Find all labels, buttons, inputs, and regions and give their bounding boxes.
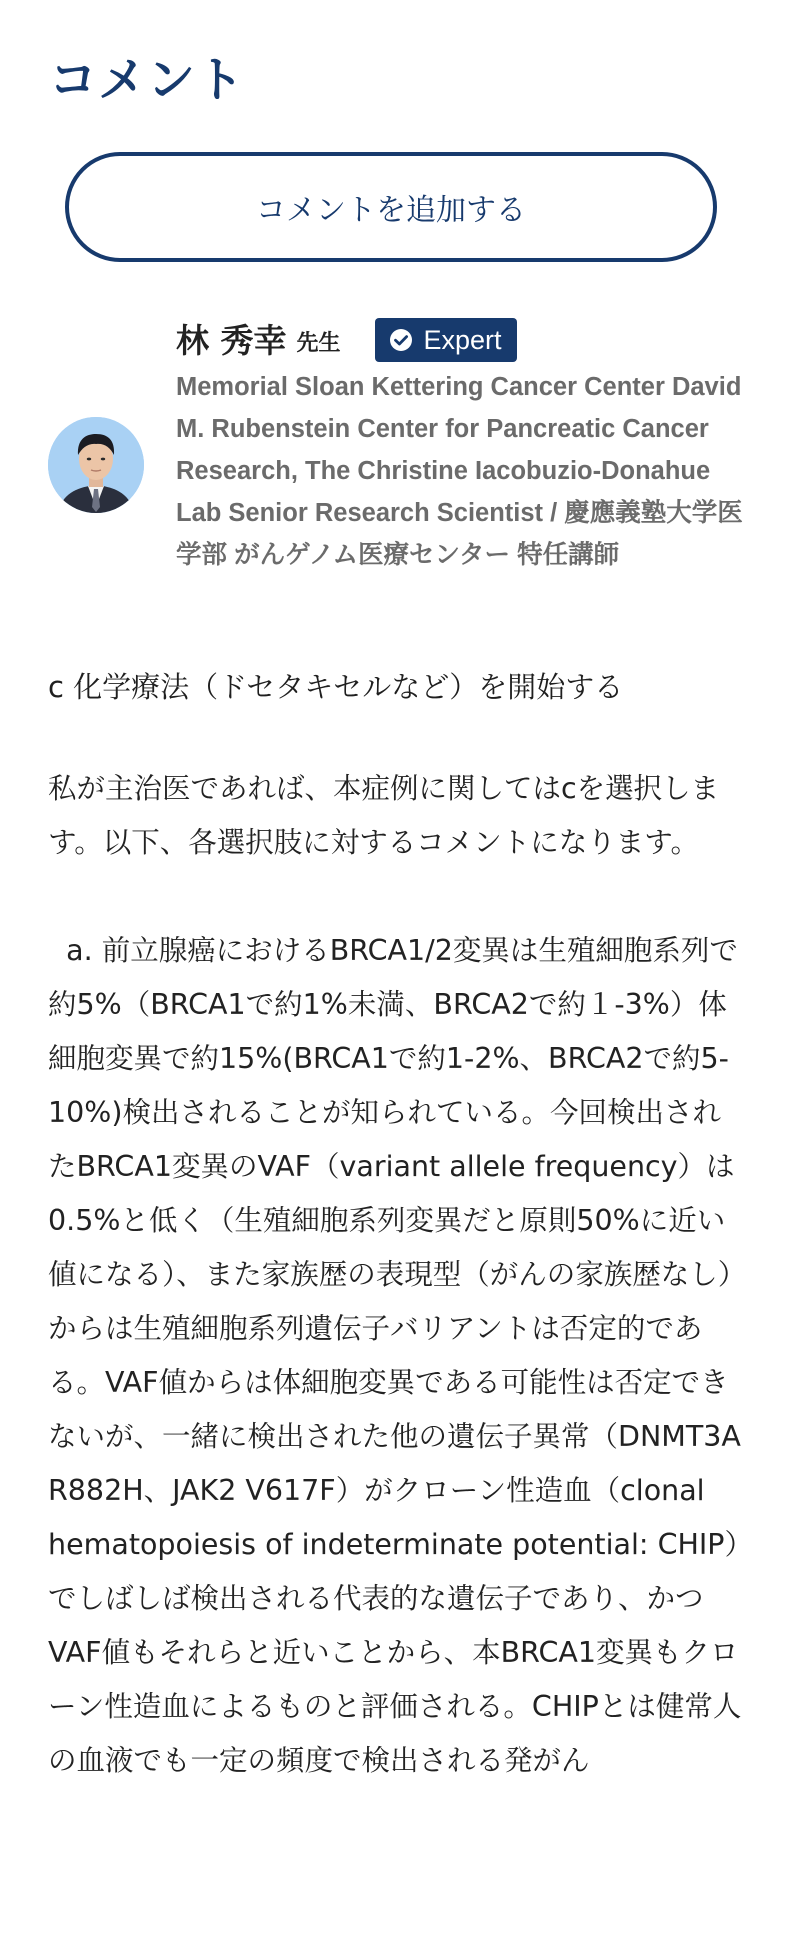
avatar-photo xyxy=(48,417,144,513)
selected-choice: c 化学療法（ドセタキセルなど）を開始する xyxy=(48,670,624,704)
comment-author xyxy=(176,316,756,576)
check-circle-icon xyxy=(388,327,414,353)
avatar xyxy=(48,417,144,513)
comment-paragraph: 私が主治医であれば、本症例に関してはcを選択します。以下、各選択肢に対するコメントになります。 xyxy=(48,772,720,859)
comment-body xyxy=(48,762,748,1788)
expert-badge-label: Expert xyxy=(423,324,502,355)
author-name-row xyxy=(176,316,756,364)
comment-paragraph: a. 前立腺癌におけるBRCA1/2変異は生殖細胞系列で約5%（BRCA1で約1%未満、BRCA2で約１-3%）体細胞変異で約15%(BRCA1で約1-2%、BRCA2で約5-10%)検出されることが知られている。今回検出されたBRCA1変異のVAF（variant allele frequency）は0.5%と低く（生殖細胞系列変異だと原則50%に近い値になる）、また家族歴の表現型（がんの家族歴なし）からは生殖細胞系列遺伝子バリアントは否定的である。VAF値からは体細胞変異である可能性は否定できないが、一緒に検出された他の遺伝子異常（DNMT3A R882H、JAK2 V617F）がクローン性造血（clonal hematopoiesis of indeterminate potential: CHIP）でしばしば検出される代表的な遺伝子であり、かつVAF値もそれらと近いことから、本BRCA1変異もクローン性造血によるものと評価される。CHIPとは健常人の血液でも一定の頻度で検出される発がん xyxy=(48,934,750,1777)
paragraph-spacer xyxy=(48,870,748,924)
author-honorific: 先生 xyxy=(296,331,341,356)
author-affiliation: Memorial Sloan Kettering Cancer Center David M. Rubenstein Center for Pancreatic Cancer Research, The Christine Iacobuzio-Donahue Lab Senior Research Scientist / 慶應義塾大学医学部 がんゲノム医療センター 特任講師 xyxy=(176,373,743,569)
expert-badge xyxy=(375,318,517,362)
add-comment-button[interactable]: コメントを追加する xyxy=(65,152,717,262)
comments-title: コメント xyxy=(49,52,246,108)
author-name: 林 秀幸 xyxy=(176,320,287,360)
